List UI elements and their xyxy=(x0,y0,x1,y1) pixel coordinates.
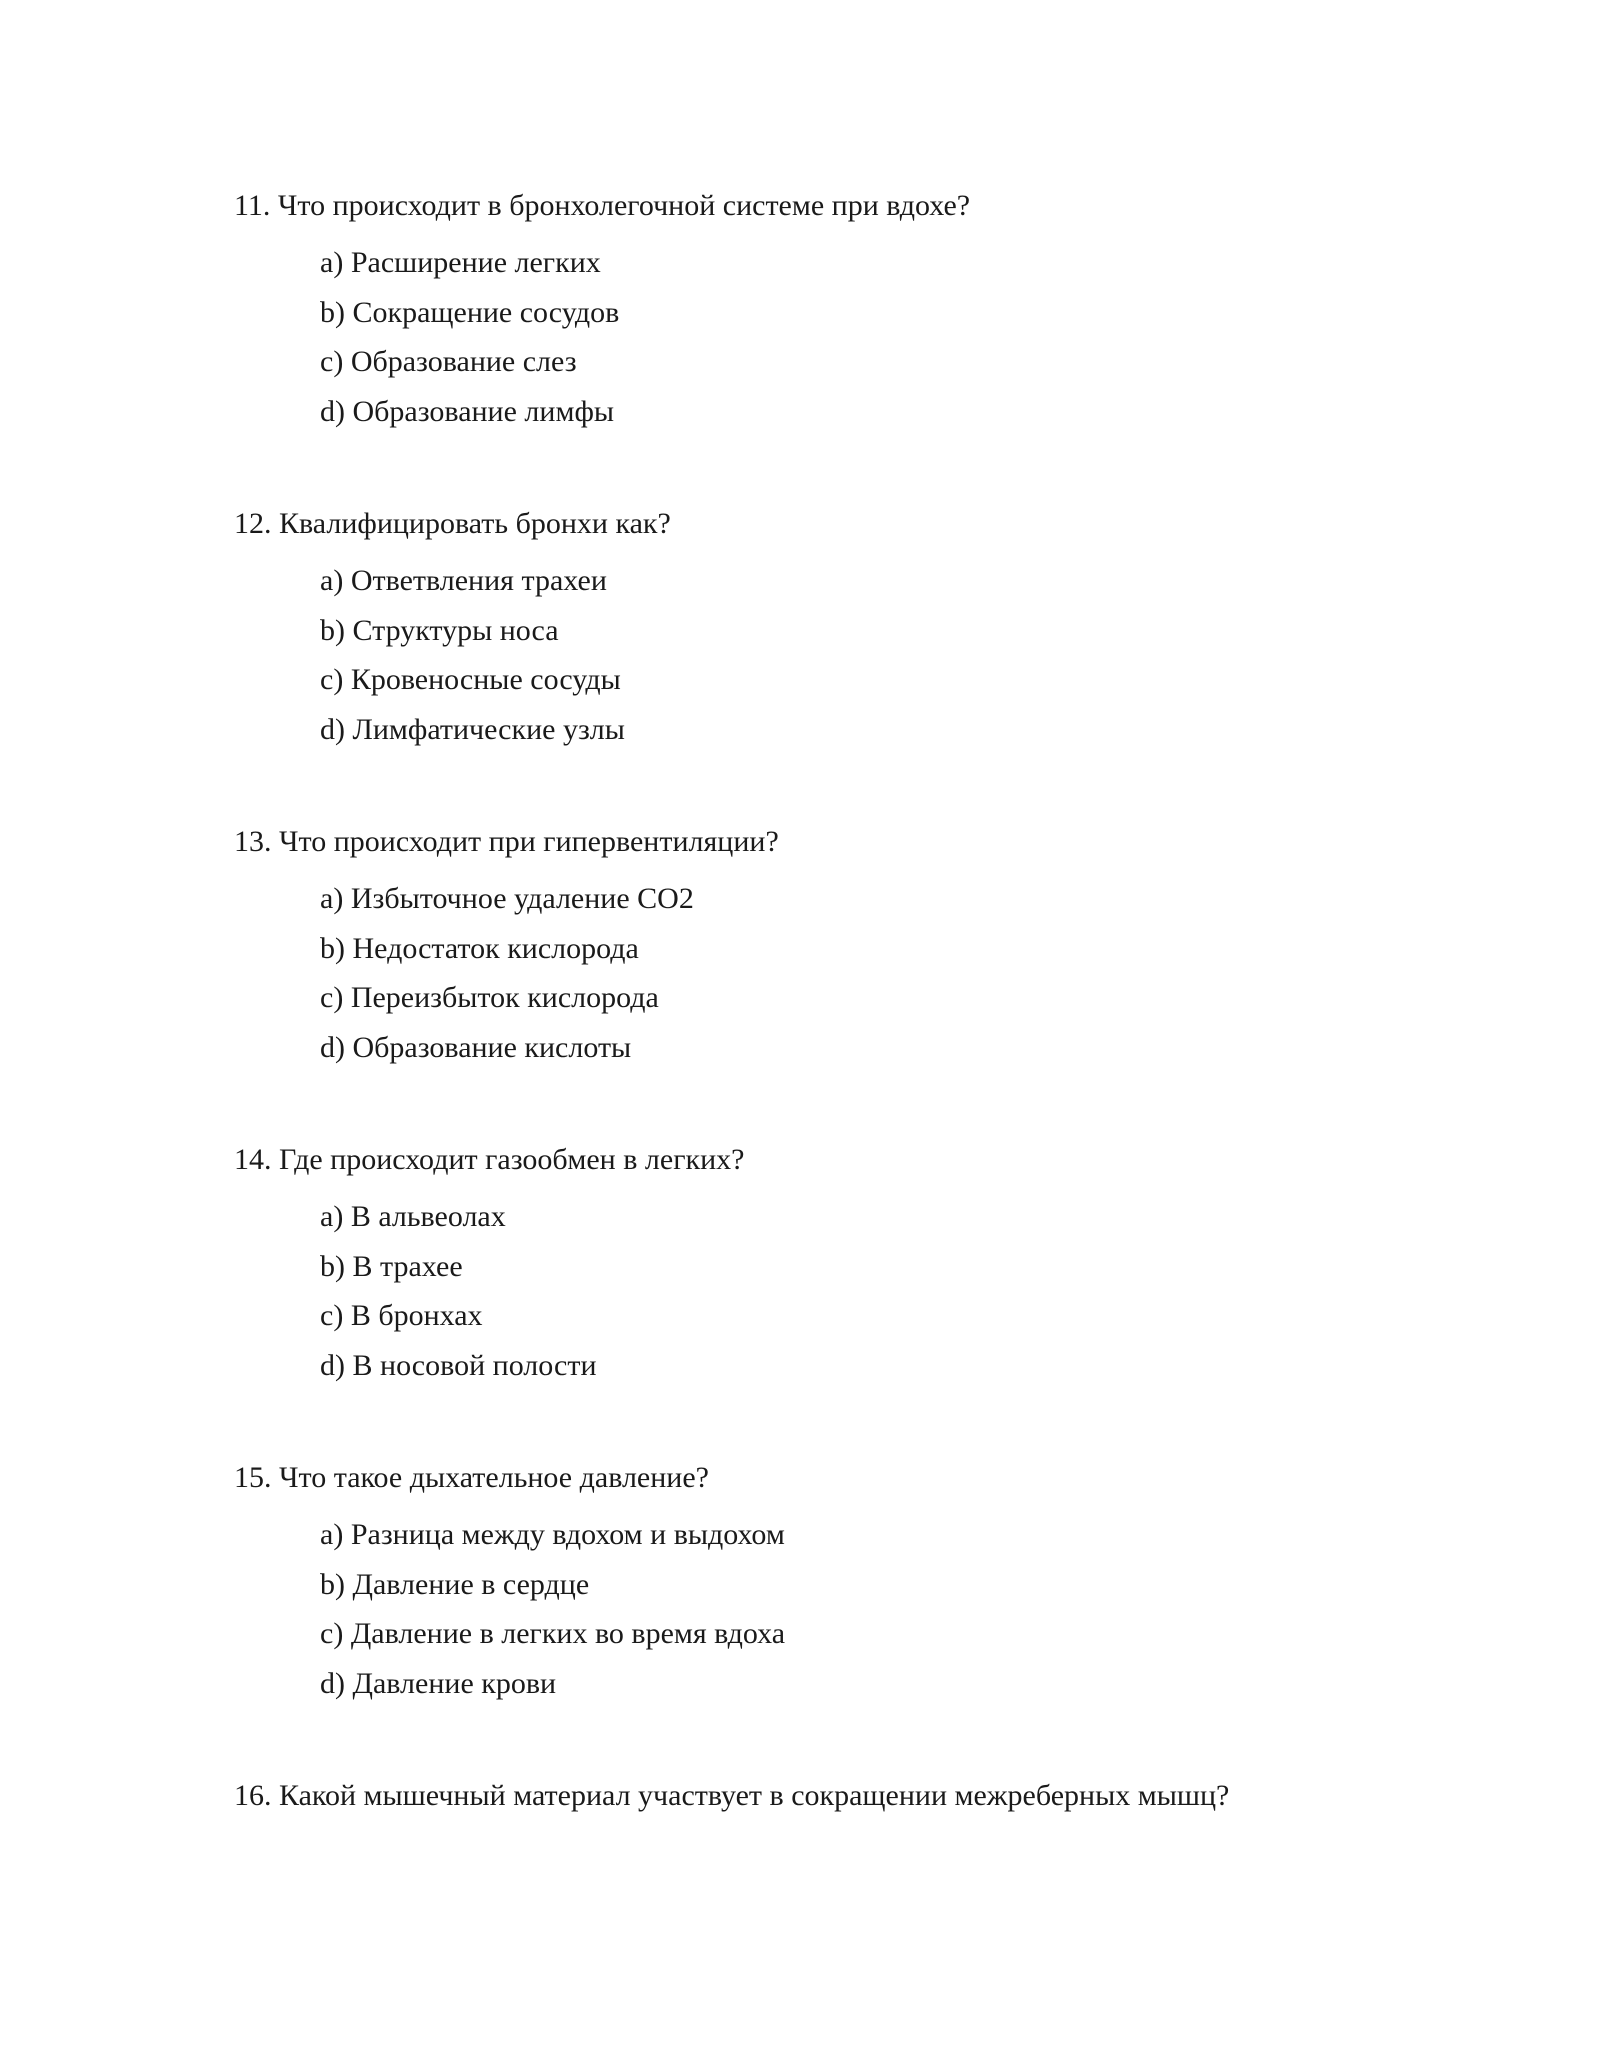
question-14 xyxy=(234,1141,1434,1396)
answer-option-a xyxy=(320,562,1434,612)
option-text: Сокращение сосудов xyxy=(352,295,620,329)
question-body: Что происходит при гипервентиляции? xyxy=(279,825,779,858)
option-text: Недостаток кислорода xyxy=(352,931,639,965)
question-12 xyxy=(234,505,1434,760)
option-letter: d) xyxy=(320,394,345,428)
question-body: Что такое дыхательное давление? xyxy=(279,1461,709,1494)
option-text: Образование слез xyxy=(350,345,577,378)
question-body: Квалифицировать бронхи как? xyxy=(279,507,671,540)
option-text: Давление в легких во время вдоха xyxy=(350,1617,786,1650)
answer-option-c xyxy=(320,1297,1434,1347)
option-text: Разница между вдохом и выдохом xyxy=(350,1518,785,1551)
answer-option-a xyxy=(320,1198,1434,1248)
answer-option-c xyxy=(320,979,1434,1029)
option-text: Лимфатические узлы xyxy=(352,712,625,746)
answer-option-a xyxy=(320,880,1434,930)
question-text xyxy=(234,187,1434,225)
option-text: Структуры носа xyxy=(352,613,559,647)
option-letter: d) xyxy=(320,1348,345,1382)
answer-option-d xyxy=(320,711,1434,761)
question-body: Какой мышечный материал участвует в сокращении межреберных мышц? xyxy=(279,1779,1230,1812)
option-text: Кровеносные сосуды xyxy=(350,663,621,696)
answer-option-c xyxy=(320,1615,1434,1665)
option-letter: c) xyxy=(320,345,344,378)
option-text: Ответвления трахеи xyxy=(350,564,607,597)
option-text: В носовой полости xyxy=(352,1348,597,1382)
answer-option-a xyxy=(320,1516,1434,1566)
answer-option-d xyxy=(320,1665,1434,1715)
answer-options xyxy=(320,1516,1434,1714)
option-text: Расширение легких xyxy=(350,246,601,279)
answer-option-d xyxy=(320,1029,1434,1079)
option-text: В альвеолах xyxy=(350,1200,506,1233)
answer-option-b xyxy=(320,1566,1434,1616)
question-number: 13. xyxy=(234,825,272,858)
option-letter: b) xyxy=(320,931,345,965)
option-letter: c) xyxy=(320,1299,344,1332)
answer-option-b xyxy=(320,294,1434,344)
option-letter: b) xyxy=(320,295,345,329)
option-text: Переизбыток кислорода xyxy=(350,981,659,1014)
answer-option-b xyxy=(320,612,1434,662)
answer-options xyxy=(320,562,1434,760)
question-text xyxy=(234,505,1434,543)
option-text: Давление в сердце xyxy=(352,1567,590,1601)
answer-option-d xyxy=(320,1347,1434,1397)
option-letter: c) xyxy=(320,663,344,696)
option-letter: b) xyxy=(320,613,345,647)
option-letter: b) xyxy=(320,1567,345,1601)
question-number: 15. xyxy=(234,1461,272,1494)
option-letter: a) xyxy=(320,564,344,597)
question-text xyxy=(234,823,1434,861)
question-text xyxy=(234,1459,1434,1497)
question-11 xyxy=(234,187,1434,442)
answer-option-d xyxy=(320,393,1434,443)
answer-option-b xyxy=(320,930,1434,980)
option-text: Давление крови xyxy=(352,1666,557,1700)
option-letter: a) xyxy=(320,1518,344,1551)
option-letter: b) xyxy=(320,1249,345,1283)
answer-options xyxy=(320,1198,1434,1396)
question-text xyxy=(234,1777,1434,1815)
question-number: 16. xyxy=(234,1779,272,1812)
question-16 xyxy=(234,1777,1434,1815)
answer-option-c xyxy=(320,661,1434,711)
option-letter: d) xyxy=(320,1666,345,1700)
option-text: Образование лимфы xyxy=(352,394,615,428)
question-text xyxy=(234,1141,1434,1179)
option-letter: c) xyxy=(320,981,344,1014)
answer-options xyxy=(320,880,1434,1078)
option-letter: a) xyxy=(320,882,344,915)
question-13 xyxy=(234,823,1434,1078)
answer-options xyxy=(320,244,1434,442)
answer-option-c xyxy=(320,343,1434,393)
answer-option-a xyxy=(320,244,1434,294)
option-text: В бронхах xyxy=(350,1299,483,1332)
option-text: В трахее xyxy=(352,1249,463,1283)
answer-option-b xyxy=(320,1248,1434,1298)
option-letter: d) xyxy=(320,1030,345,1064)
option-letter: a) xyxy=(320,1200,344,1233)
option-text: Образование кислоты xyxy=(352,1030,632,1064)
option-letter: d) xyxy=(320,712,345,746)
option-text: Избыточное удаление CO2 xyxy=(350,882,694,915)
question-number: 11. xyxy=(234,189,271,222)
option-letter: a) xyxy=(320,246,344,279)
question-body: Где происходит газообмен в легких? xyxy=(279,1143,745,1176)
question-number: 14. xyxy=(234,1143,272,1176)
option-letter: c) xyxy=(320,1617,344,1650)
question-number: 12. xyxy=(234,507,272,540)
question-body: Что происходит в бронхолегочной системе при вдохе? xyxy=(277,189,971,222)
question-15 xyxy=(234,1459,1434,1714)
